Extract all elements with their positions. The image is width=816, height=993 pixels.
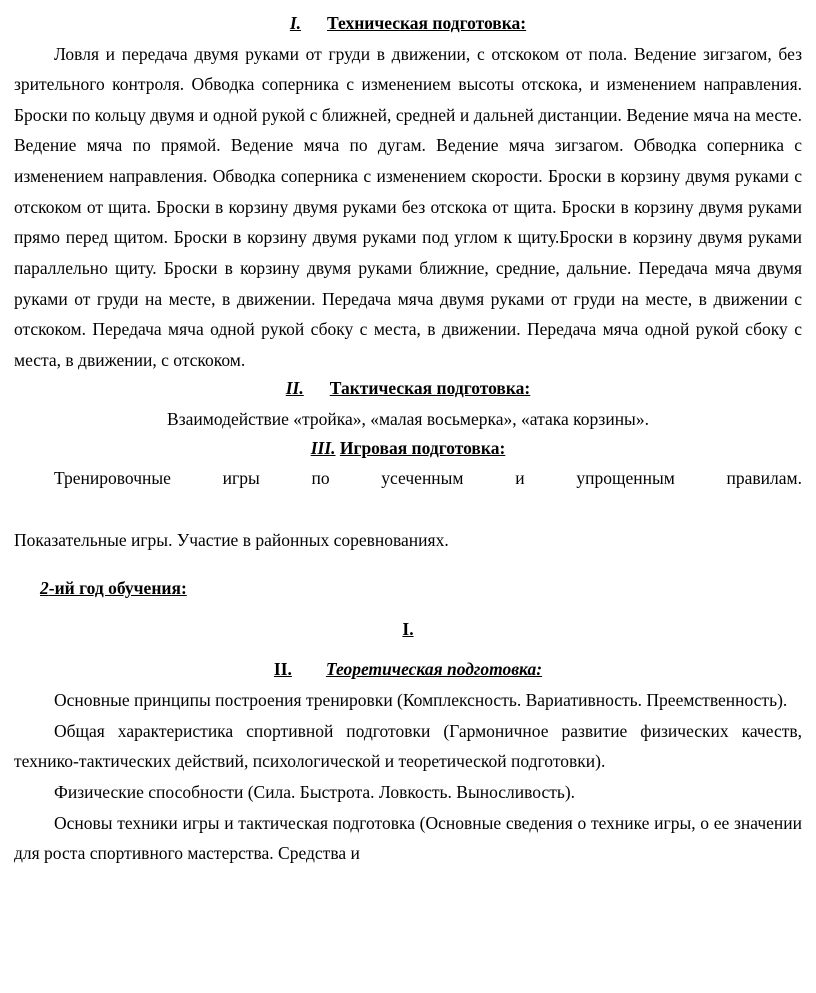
section-4-paragraph-1: Основные принципы построения тренировки (Комплексность. Вариативность. Преемственность). [54, 690, 788, 711]
spacer [14, 555, 802, 573]
section-1-body: Ловля и передача двумя руками от груди в движении, с отскоком от пола. Ведение зигзагом, без зрительного контроля. Обводка соперника с изменением высоты отскока, и изменением направления. Броски по кольцу двумя и одной рукой с ближней, средней и дальней дистанции. Ведение мяча на месте. Ведение мяча по прямой. Ведение мяча по дугам. Ведение мяча зигзагом. Обводка соперника с изменением направления. Обводка соперника с изменением скорости. Броски в корзину двумя руками с отскоком от щита. Броски в корзину двумя руками без отскока от щита. Броски в корзину двумя руками прямо перед щитом. Броски в корзину двумя руками под углом к щиту.Броски в корзину двумя руками параллельно щиту. Броски в корзину двумя руками ближние, средние, дальние. Передача мяча двумя руками от груди на месте, в движении. Передача мяча двумя руками от груди на месте, в движении с отскоком. Передача мяча одной рукой сбоку с места, в движении. Передача мяча одной рукой сбоку с места, в движении, с отскоком. [14, 43, 802, 370]
section-1-heading [14, 10, 802, 37]
section-3-heading [14, 435, 802, 462]
section-1-title: Техническая подготовка: [327, 13, 527, 33]
section-4-paragraph-2: Общая характеристика спортивной подготовки (Гармоничное развитие физических качеств, технико-тактических действий, психологической и теоретической подготовки). [14, 720, 802, 772]
section-4-paragraph-4: Основы техники игры и тактическая подготовка (Основные сведения о технике игры, о ее значении для роста спортивного мастерства. Средства и [14, 812, 802, 864]
section-2-title: Тактическая подготовка: [329, 378, 531, 399]
year-number: 2 [40, 578, 49, 599]
section-2-body: Взаимодействие «тройка», «малая восьмерка», «атака корзины». [167, 409, 649, 430]
section-3-title: Игровая подготовка: [339, 437, 506, 458]
section-4-heading [14, 654, 802, 685]
section-2-heading [14, 375, 802, 402]
section-1-number: I. [289, 13, 302, 33]
section-4-number: II. [273, 659, 292, 680]
section-3-body-line1: Тренировочные игры по усеченным и упрощенным правилам. [54, 468, 802, 489]
spacer [14, 644, 802, 654]
section-3-body-line2: Показательные игры. Участие в районных соревнованиях. [14, 529, 449, 550]
year-title: -ий год обучения: [48, 578, 187, 599]
year-heading [14, 573, 802, 604]
section-4-paragraph-3: Физические способности (Сила. Быстрота. Ловкость. Выносливость). [54, 781, 576, 802]
section-4-title: Теоретическая подготовка: [325, 659, 543, 680]
section-2-number: II. [285, 378, 304, 399]
spacer [14, 604, 802, 614]
roman-numeral-standalone [14, 614, 802, 645]
roman-numeral-text: I. [402, 618, 414, 639]
section-3-number: III. [310, 437, 336, 458]
